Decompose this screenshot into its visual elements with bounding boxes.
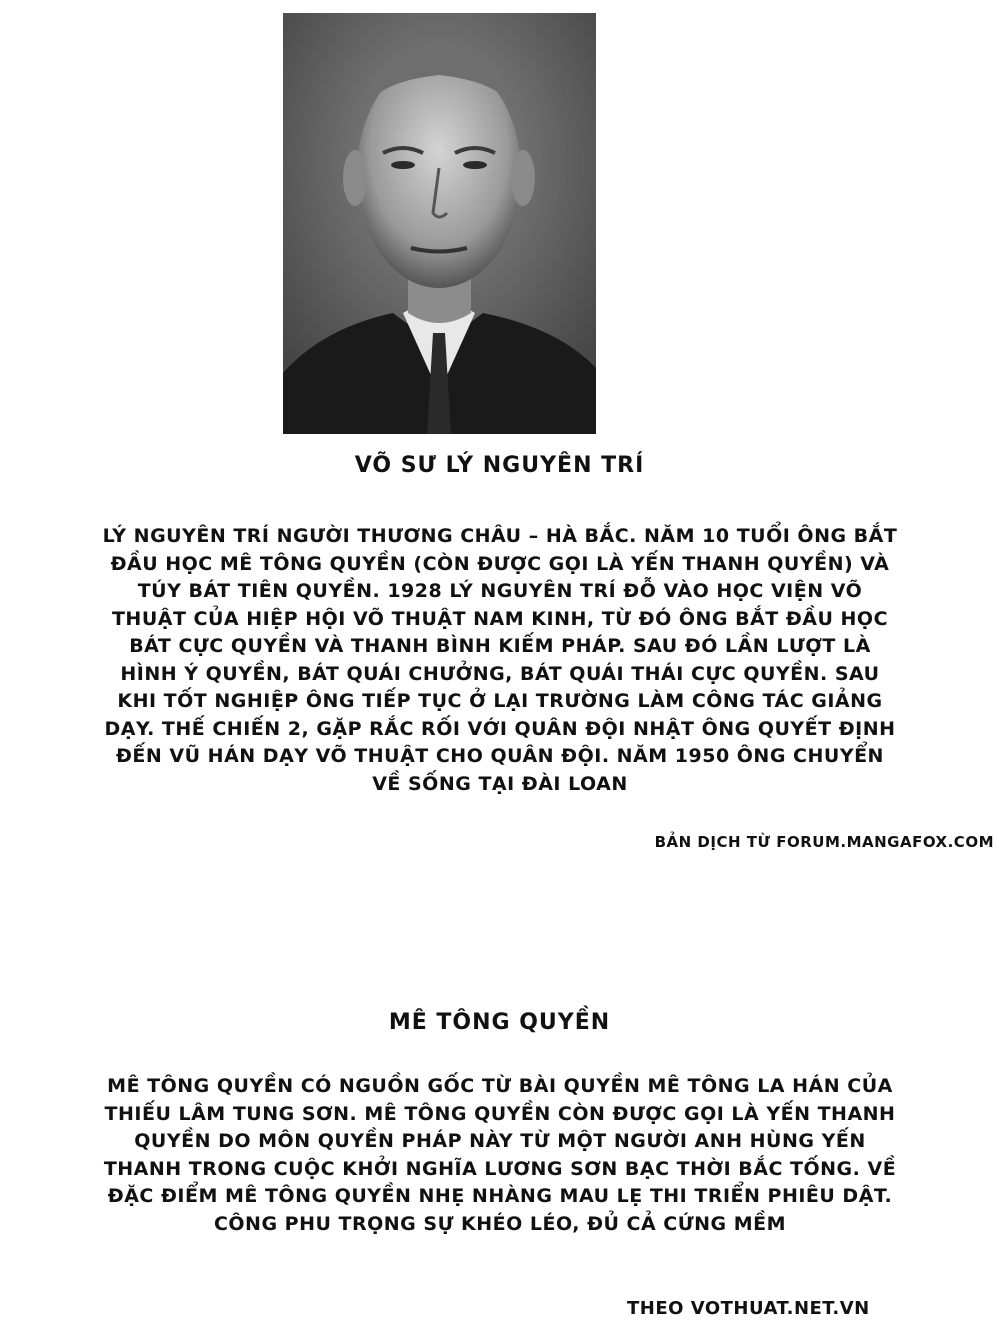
section2-body: MÊ TÔNG QUYỀN CÓ NGUỒN GỐC TỪ BÀI QUYỀN MÊ TÔNG LA HÁN CỦA THIẾU LÂM TUNG SƠN. MÊ TÔNG QUYỀN CÒN ĐƯỢC GỌI LÀ YẾN THANH QUYỀN DO MÔN QUYỀN PHÁP NÀY TỪ MỘT NGƯỜI ANH HÙNG YẾN THANH TRONG CUỘC KHỞI NGHĨA LƯƠNG SƠN BẠC THỜI BẮC TỐNG. VỀ ĐẶC ĐIỂM MÊ TÔNG QUYỀN NHẸ NHÀNG MAU LẸ THI TRIỂN PHIÊU DẬT. CÔNG PHU TRỌNG SỰ KHÉO LÉO, ĐỦ CẢ CỨNG MỀM xyxy=(103,1075,897,1235)
section1-body: LÝ NGUYÊN TRÍ NGƯỜI THƯƠNG CHÂU – HÀ BẮC. NĂM 10 TUỔI ÔNG BẮT ĐẦU HỌC MÊ TÔNG QUYỀN (CÒN ĐƯỢC GỌI LÀ YẾN THANH QUYỀN) VÀ TÚY BÁT TIÊN QUYỀN. 1928 LÝ NGUYÊN TRÍ ĐỖ VÀO HỌC VIỆN VÕ THUẬT CỦA HIỆP HỘI VÕ THUẬT NAM KINH, TỪ ĐÓ ÔNG BẮT ĐẦU HỌC BÁT CỰC QUYỀN VÀ THANH BÌNH KIẾM PHÁP. SAU ĐÓ LẦN LƯỢT LÀ HÌNH Ý QUYỀN, BÁT QUÁI CHƯỞNG, BÁT QUÁI THÁI CỰC QUYỀN. SAU KHI TỐT NGHIỆP ÔNG TIẾP TỤC Ở LẠI TRƯỜNG LÀM CÔNG TÁC GIẢNG DẠY. THẾ CHIẾN 2, GẶP RẮC RỐI VỚI QUÂN ĐỘI NHẬT ÔNG QUYẾT ĐỊNH ĐẾN VŨ HÁN DẠY VÕ THUẬT CHO QUÂN ĐỘI. NĂM 1950 ÔNG CHUYỂN VỀ SỐNG TẠI ĐÀI LOAN xyxy=(102,525,898,795)
portrait-illustration xyxy=(283,13,596,434)
section2-caption: MÊ TÔNG QUYỀN xyxy=(388,1010,611,1035)
portrait-photo xyxy=(283,13,596,434)
section1-caption: VÕ SƯ LÝ NGUYÊN TRÍ xyxy=(354,453,645,478)
section2-credit: THEO VOTHUAT.NET.VN xyxy=(627,1298,870,1319)
section1-credit: BẢN DỊCH TỪ FORUM.MANGAFOX.COM xyxy=(654,833,994,851)
